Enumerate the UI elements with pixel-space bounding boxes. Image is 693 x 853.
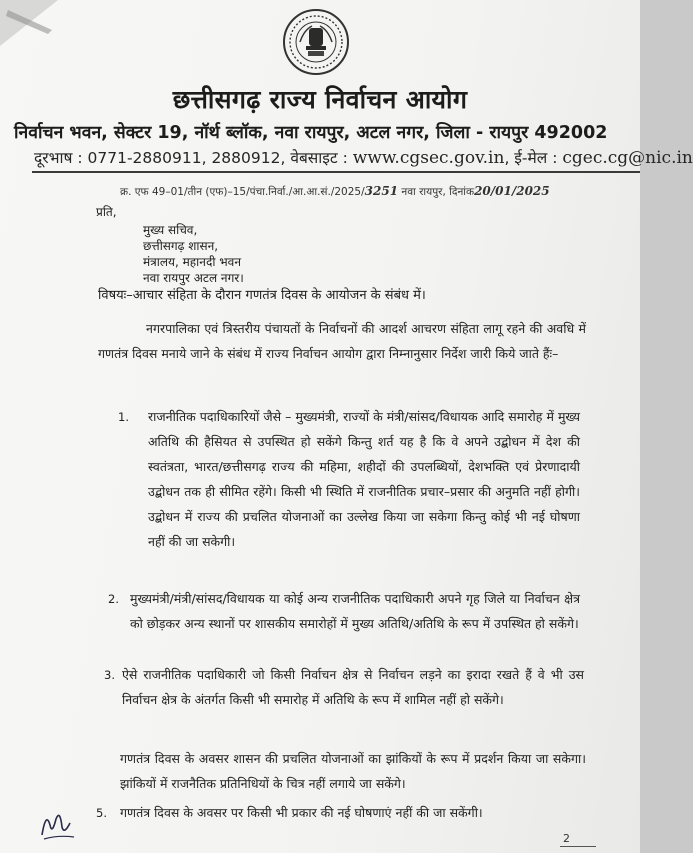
next-page-number: 2 <box>563 832 570 845</box>
organisation-name: छत्तीसगढ़ राज्य निर्वाचन आयोग <box>172 85 468 114</box>
point-number: 2. <box>108 592 119 606</box>
header-divider <box>32 171 640 173</box>
intro-paragraph: नगरपालिका एवं त्रिस्तरीय पंचायतों के निर्वाचनों की आदर्श आचरण संहिता लागू रहने की अवधि में गणतंत्र दिवस मनाये जाने के संबंध में राज्य निर्वाचन आयोग द्वारा निम्नानुसार निर्देश जारी किये जाते हैंः– <box>98 321 586 361</box>
point-text: मुख्यमंत्री/मंत्री/सांसद/विधायक या कोई अन्य राजनीतिक पदाधिकारी अपने गृह जिले या निर्वाचन क्षेत्र को छोड़कर अन्य स्थानों पर शासकीय समारोहों में मुख्य अतिथि/अतिथि के रूप में उपस्थित हो सकेंगे। <box>130 591 580 631</box>
page-number-underline <box>560 846 596 847</box>
point-text: ऐसे राजनीतिक पदाधिकारी जो किसी निर्वाचन क्षेत्र से निर्वाचन लड़ने का इरादा रखते हैं वे भी उस निर्वाचन क्षेत्र के अंतर्गत किसी भी समारोह में अतिथि के रूप में शामिल नहीं हो सकेंगे। <box>122 667 584 707</box>
point-text: गणतंत्र दिवस के अवसर पर किसी भी प्रकार की नई घोषणाएं नहीं की जा सकेंगी। <box>120 805 483 820</box>
point-number: 1. <box>118 410 129 424</box>
email-link[interactable]: cgec.cg@nic.in <box>562 148 693 168</box>
addressee-line: नवा रायपुर अटल नगर। <box>143 271 244 285</box>
to-label: प्रति, <box>96 205 117 219</box>
addressee-line: छत्तीसगढ़ शासन, <box>143 239 219 253</box>
organisation-contact <box>34 146 693 168</box>
reference-place: नवा रायपुर, दिनांक <box>398 186 475 198</box>
email-label: , ई-मेल : <box>504 149 563 167</box>
addressee-line: मंत्रालय, महानदी भवन <box>143 255 242 269</box>
reference-number: 3251 <box>364 184 399 198</box>
reference-prefix: क्र. एफ 49–01/तीन (एफ)–15/पंचा.निर्वा./आ.आ.सं./2025/ <box>120 186 365 198</box>
addressee-line: मुख्य सचिव, <box>143 223 198 237</box>
subject-line: विषयः–आचार संहिता के दौरान गणतंत्र दिवस के आयोजन के संबंध में। <box>98 288 426 303</box>
reference-line <box>120 184 640 199</box>
folded-corner-mark <box>0 0 60 60</box>
point-number: 5. <box>96 806 107 820</box>
organisation-address: निर्वाचन भवन, सेक्टर 19, नॉर्थ ब्लॉक, नवा रायपुर, अटल नगर, जिला - रायपुर 492002 <box>14 123 608 143</box>
point-number: 3. <box>104 668 115 682</box>
reference-date: 20/01/2025 <box>474 184 550 198</box>
website-link[interactable]: www.cgsec.gov.in <box>352 148 505 168</box>
phone-text: दूरभाष : 0771-2880911, 2880912, वेबसाइट : <box>34 149 353 167</box>
point-text: राजनीतिक पदाधिकारियों जैसे – मुख्यमंत्री, राज्यों के मंत्री/सांसद/विधायक आदि समारोह में मुख्य अतिथि की हैसियत से उपस्थित हो सकेंगे किन्तु शर्त यह है कि वे अपने उद्बोधन में देश की स्वतंत्रता, भारत/छत्तीसगढ़ राज्य की महिमा, शहीदों की उपलब्धियों, देशभक्ति एवं प्रेरणादायी उद्बोधन तक ही सीमित रहेंगे। किसी भी स्थिति में राजनीतिक प्रचार–प्रसार की अनुमति नहीं होगी। उद्बोधन में राज्य की प्रचलित योजनाओं का उल्लेख किया जा सकेगा किन्तु कोई भी नई घोषणा नहीं की जा सकेगी। <box>148 409 580 549</box>
state-emblem-icon <box>282 8 350 76</box>
handwritten-initials <box>38 805 78 845</box>
point-text: गणतंत्र दिवस के अवसर शासन की प्रचलित योजनाओं का झांकियों के रूप में प्रदर्शन किया जा सकेगा। झांकियों में राजनैतिक प्रतिनिधियों के चित्र नहीं लगाये जा सकेंगे। <box>120 751 586 791</box>
